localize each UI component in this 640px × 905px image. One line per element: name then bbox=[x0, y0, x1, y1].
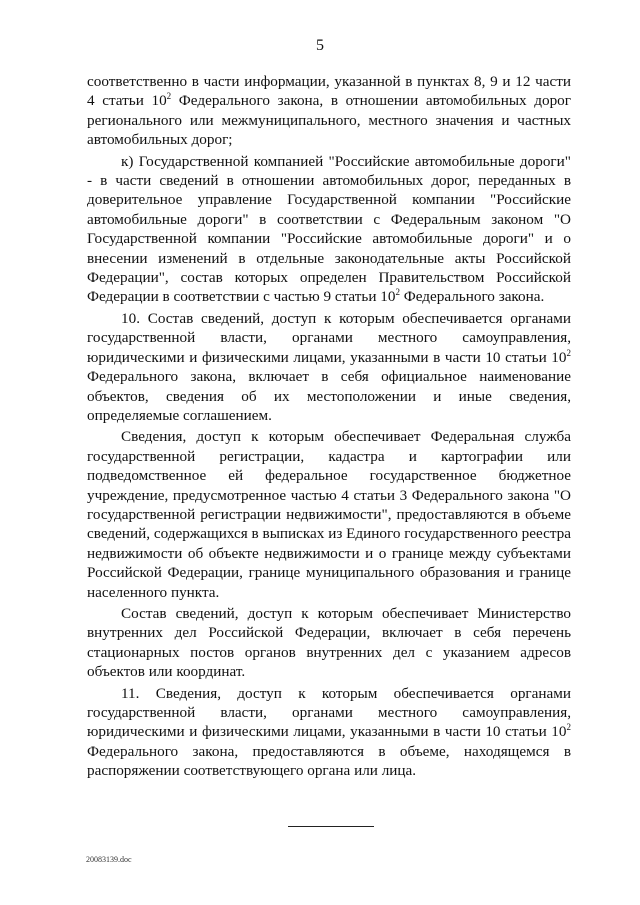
superscript: 2 bbox=[166, 91, 172, 102]
paragraph bbox=[87, 152, 571, 307]
superscript: 2 bbox=[395, 287, 400, 298]
footer-file-code: 20083139.doc bbox=[86, 855, 132, 864]
paragraph-text: 11. Сведения, доступ к которым обеспечивается органами государственной власти, органами местного самоуправления, юридическими и физическими лицами, указанными в части 10 статьи 10 bbox=[87, 684, 571, 741]
paragraph-text: Федерального закона. bbox=[399, 288, 545, 306]
paragraph-text: Состав сведений, доступ к которым обеспечивает Министерство внутренних дел Российской Федерации, включает в себя перечень стационарных постов органов внутренних дел с указанием адресов объектов или координат. bbox=[87, 604, 571, 681]
paragraph-text: Сведения, доступ к которым обеспечивает Федеральная служба государственной регистрации, кадастра и картографии или подведомственное ей федеральное государственное бюджетное учреждение, предусмотренное частью 4 статьи 3 Федерального закона "О государственной регистрации недвижимости", предоставляются в объеме сведений, содержащихся в выписках из Единого государственного реестра недвижимости об объекте недвижимости и о границе между субъектами Российской Федерации, границе муниципального образования и границе населенного пункта. bbox=[87, 428, 571, 601]
superscript: 2 bbox=[566, 722, 571, 733]
paragraph-text: к) Государственной компанией "Российские автомобильные дороги" - в части сведений в отношении автомобильных дорог, переданных в доверительное управление Государственной компании "Российские автомобильные дороги" в соответствии с Федеральным законом "О Государственной компании "Российские автомобильные дороги" и о внесении изменений в отдельные законодательные акты Российской Федерации", состав которых определен Правительством Российской Федерации в соответствии с частью 9 статьи 10 bbox=[87, 152, 571, 306]
paragraph bbox=[87, 604, 571, 682]
paragraph bbox=[87, 427, 571, 602]
paragraph-text: Федерального закона, в отношении автомобильных дорог регионального или межмуниципального, местного значения и частных автомобильных дорог; bbox=[87, 92, 572, 149]
paragraph-text: Федерального закона, предоставляются в объеме, находящемся в распоряжении соответствующего органа или лица. bbox=[87, 742, 571, 780]
paragraph-text: Федерального закона, включает в себя официальное наименование объектов, сведения об их местоположении и иные сведения, определяемые соглашением. bbox=[87, 368, 571, 424]
page-number: 5 bbox=[316, 37, 324, 54]
paragraph-text: соответственно в части информации, указанной в пунктах 8, 9 и 12 части 4 статьи 10 bbox=[87, 73, 571, 110]
paragraph bbox=[87, 72, 571, 150]
paragraph bbox=[87, 684, 571, 781]
paragraph-text: 10. Состав сведений, доступ к которым обеспечивается органами государственной власти, органами местного самоуправления, юридическими и физическими лицами, указанными в части 10 статьи 10 bbox=[87, 309, 571, 366]
superscript: 2 bbox=[566, 347, 571, 358]
document-body bbox=[87, 72, 571, 783]
paragraph bbox=[87, 309, 571, 425]
end-of-text-rule bbox=[288, 826, 374, 827]
